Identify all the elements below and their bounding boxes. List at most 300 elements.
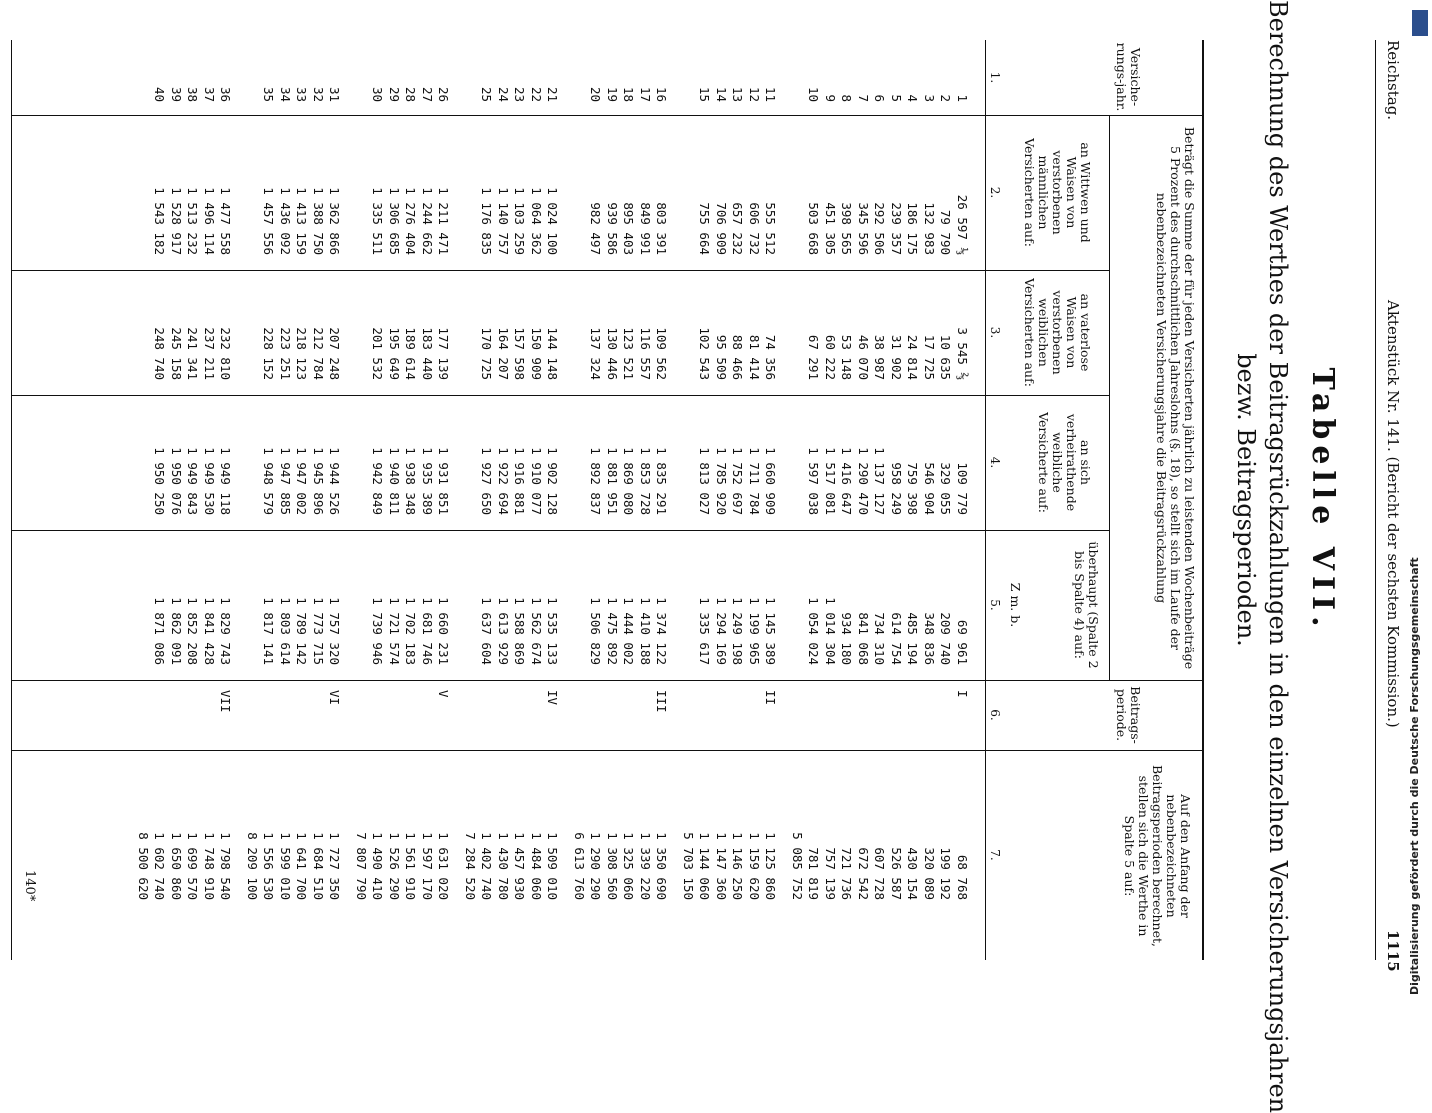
cell-col3: 228 152 [261, 327, 277, 380]
cell-col5: 1 335 617 [697, 597, 713, 665]
cell-year: 4 [905, 94, 921, 102]
cell-col4: 109 779 [955, 462, 970, 515]
digitization-note: Digitalisierung gefördert durch die Deutsche Forschungsgemeinschaft [1408, 557, 1421, 995]
cell-col3: 81 414 [747, 334, 762, 380]
cell-col4: 329 055 [938, 462, 954, 515]
cell-col3: 116 557 [638, 327, 653, 380]
table-row [855, 0, 872, 1000]
cell-col4: 546 904 [922, 462, 937, 515]
cell-col2: 1 436 092 [278, 187, 293, 255]
table-row [904, 0, 921, 1000]
table-row [277, 0, 294, 1000]
header-group: Beträgt die Summe der für jeden Versicherten jährlich zu leistenden Wochenbeiträge 5 Prozent des durchschnittlichen Jahreslohns (§. 18), so stellt sich im Laufe der nebenbezeichneten Versicherungsjahre die Beitragsrückzahlung [1154, 126, 1197, 670]
cell-col2: 1 276 404 [403, 187, 419, 255]
header-rule [1375, 40, 1376, 960]
cell-col4: 1 785 920 [714, 447, 729, 515]
cell-year: 39 [169, 86, 184, 102]
cell-col7: 1 290 290 [588, 832, 604, 900]
cell-col7-sum: 8 500 620 [136, 832, 151, 900]
table-row [954, 0, 971, 1000]
cell-col2: 606 732 [747, 202, 762, 255]
cell-year: 36 [218, 86, 234, 102]
cell-year: 11 [763, 86, 779, 102]
cell-col7: 1 457 930 [512, 832, 528, 900]
cell-col5: 1 829 743 [218, 597, 234, 665]
cell-col2: 803 391 [654, 202, 670, 255]
table-row [620, 0, 637, 1000]
cell-year: 32 [311, 86, 326, 102]
cell-col3: 46 070 [856, 334, 871, 380]
cell-col4: 1 853 728 [638, 447, 653, 515]
cell-col4: 1 935 389 [420, 447, 435, 515]
cell-col2: 1 244 662 [420, 187, 435, 255]
cell-col5: 485 194 [905, 612, 921, 665]
cell-col5: 209 740 [938, 612, 954, 665]
cell-col5: 1 660 231 [436, 597, 452, 665]
header-left: Reichstag. [1384, 40, 1402, 121]
cell-col7: 526 587 [889, 847, 904, 900]
cell-col3: 241 341 [185, 327, 201, 380]
cell-col2: 1 457 556 [261, 187, 277, 255]
cell-col4: 1 950 076 [169, 447, 184, 515]
table-row [937, 0, 954, 1000]
cell-col2: 1 103 259 [512, 187, 528, 255]
cell-year: 31 [327, 86, 343, 102]
cell-col7: 1 350 690 [654, 832, 670, 900]
header-col6: Beitrags-periode. [1114, 686, 1143, 744]
header-col3: an vaterlose Waisen von verstorbenen weiblichen Versicherten auf: [1022, 278, 1093, 387]
table-row [310, 0, 327, 1000]
cell-col2: 79 790 [938, 209, 954, 255]
cell-year: 12 [747, 86, 762, 102]
header-col5: überhaupt (Spalte 2 bis Spalte 4) auf: [1072, 541, 1101, 669]
cell-col3: 207 248 [327, 327, 343, 380]
cell-col7: 781 819 [806, 847, 822, 900]
cell-col4: 1 835 291 [654, 447, 670, 515]
cell-year: 23 [512, 86, 528, 102]
cell-col5: 1 444 002 [621, 597, 637, 665]
colnum-2: 2. [988, 186, 1002, 199]
dfg-logo [1412, 10, 1428, 36]
cell-year: 14 [714, 86, 729, 102]
cell-col3: 232 810 [218, 327, 234, 380]
cell-col5: 1 637 604 [479, 597, 495, 665]
cell-col7: 1 402 740 [479, 832, 495, 900]
cell-col2: 1 024 100 [545, 187, 561, 255]
cell-col4: 1 660 909 [763, 447, 779, 515]
cell-col7: 1 490 410 [370, 832, 386, 900]
table-title: Tabelle VII. [1305, 367, 1340, 633]
cell-col4: 1 892 837 [588, 447, 604, 515]
table-row [604, 0, 621, 1000]
table-row [478, 0, 495, 1000]
table-row [511, 0, 528, 1000]
cell-col2: 1 388 750 [311, 187, 326, 255]
cell-col2: 292 506 [872, 202, 888, 255]
cell-col4: 1 137 127 [872, 447, 888, 515]
cell-col3: 53 148 [839, 334, 855, 380]
sum-row [789, 0, 806, 1000]
table-subtitle-2: bezw. Beitragsperioden. [1232, 353, 1260, 647]
cell-col4: 1 944 526 [327, 447, 343, 515]
sum-row [680, 0, 697, 1000]
cell-col4: 1 931 851 [436, 447, 452, 515]
cell-col7: 1 599 010 [278, 832, 293, 900]
cell-col7: 1 602 740 [152, 832, 168, 900]
cell-col3: 201 532 [370, 327, 386, 380]
table-row [637, 0, 654, 1000]
cell-col5: 1 757 320 [327, 597, 343, 665]
cell-col2: 1 477 558 [218, 187, 234, 255]
cell-col2: 132 983 [922, 202, 937, 255]
cell-col4: 1 752 697 [730, 447, 746, 515]
cell-col4: 1 938 348 [403, 447, 419, 515]
cell-year: 29 [387, 86, 402, 102]
table-row [587, 0, 604, 1000]
table-bottom-rule [11, 40, 12, 960]
header-col7: Auf den Anfang der nebenbezeichneten Beitragsperioden berechnet, stellen sich die Werthe in Spalte 5 auf: [1122, 764, 1193, 948]
cell-col3: 150 909 [529, 327, 544, 380]
cell-col7: 672 542 [856, 847, 871, 900]
table-row [729, 0, 746, 1000]
footnote: 140* [22, 870, 37, 902]
cell-col5: 1 702 183 [403, 597, 419, 665]
cell-col7: 1 144 060 [697, 832, 713, 900]
table-row [293, 0, 310, 1000]
cell-col3: 31 902 [889, 334, 904, 380]
cell-col3: 88 466 [730, 334, 746, 380]
table-row [419, 0, 436, 1000]
page-number: 1115 [1384, 930, 1402, 972]
cell-year: 22 [529, 86, 544, 102]
cell-year: 21 [545, 86, 561, 102]
sum-row [353, 0, 370, 1000]
cell-col2: 451 305 [823, 202, 838, 255]
cell-year: 27 [420, 86, 435, 102]
cell-col7: 721 736 [839, 847, 855, 900]
table-row [326, 0, 343, 1000]
cell-col4: 1 711 784 [747, 447, 762, 515]
cell-col4: 1 945 896 [311, 447, 326, 515]
cell-col3: 218 123 [294, 327, 310, 380]
cell-col3: 24 814 [905, 334, 921, 380]
cell-col4: 1 949 118 [218, 447, 234, 515]
cell-col2: 1 064 362 [529, 187, 544, 255]
cell-col5: 1 374 122 [654, 597, 670, 665]
cell-year: 19 [605, 86, 620, 102]
table-row [822, 0, 839, 1000]
cell-col3: 109 562 [654, 327, 670, 380]
cell-col4: 1 813 027 [697, 447, 713, 515]
cell-col7: 1 147 360 [714, 832, 729, 900]
cell-col7: 1 484 060 [529, 832, 544, 900]
cell-col5: 1 506 829 [588, 597, 604, 665]
cell-col2: 1 496 114 [202, 187, 217, 255]
cell-col7: 1 125 860 [763, 832, 779, 900]
cell-year: 17 [638, 86, 653, 102]
cell-col7-sum: 6 613 760 [572, 832, 587, 900]
cell-col4: 1 940 811 [387, 447, 402, 515]
cell-year: 9 [823, 94, 838, 102]
cell-col7-sum: 5 085 752 [790, 832, 805, 900]
table-row [888, 0, 905, 1000]
cell-col5: 614 754 [889, 612, 904, 665]
cell-col2: 1 528 917 [169, 187, 184, 255]
cell-year: 28 [403, 86, 419, 102]
cell-col5: 734 310 [872, 612, 888, 665]
cell-col7: 199 192 [938, 847, 954, 900]
colnum-6: 6. [988, 709, 1002, 721]
cell-col5: 1 613 929 [496, 597, 511, 665]
cell-col4: 1 947 885 [278, 447, 293, 515]
cell-col2: 706 909 [714, 202, 729, 255]
cell-col4: 1 902 128 [545, 447, 561, 515]
cell-period: IV [545, 690, 561, 706]
table-row [838, 0, 855, 1000]
cell-year: 2 [938, 94, 954, 102]
cell-col3: 144 148 [545, 327, 561, 380]
cell-col5: 1 803 614 [278, 597, 293, 665]
cell-col2: 1 140 757 [496, 187, 511, 255]
cell-col2: 555 512 [763, 202, 779, 255]
cell-col5: 1 475 892 [605, 597, 620, 665]
cell-col7: 1 526 290 [387, 832, 402, 900]
cell-col2: 657 232 [730, 202, 746, 255]
table-row [151, 0, 168, 1000]
cell-year: 24 [496, 86, 511, 102]
cell-col4: 958 249 [889, 462, 904, 515]
cell-year: 10 [806, 86, 822, 102]
cell-col5: 1 681 746 [420, 597, 435, 665]
cell-year: 13 [730, 86, 746, 102]
cell-col5: 1 014 304 [823, 597, 838, 665]
cell-col3: 245 158 [169, 327, 184, 380]
cell-year: 8 [839, 94, 855, 102]
cell-col4: 1 922 694 [496, 447, 511, 515]
cell-col2: 1 413 159 [294, 187, 310, 255]
cell-col3: 3 545 ⅔ [955, 327, 970, 380]
cell-col5: 841 068 [856, 612, 871, 665]
cell-col2: 849 991 [638, 202, 653, 255]
cell-col4: 1 948 579 [261, 447, 277, 515]
cell-col3: 67 291 [806, 334, 822, 380]
table-row [921, 0, 938, 1000]
cell-period: VII [218, 690, 234, 713]
cell-year: 30 [370, 86, 386, 102]
table-row [871, 0, 888, 1000]
table-row [184, 0, 201, 1000]
cell-col4: 1 517 081 [823, 447, 838, 515]
cell-year: 20 [588, 86, 604, 102]
cell-col3: 177 139 [436, 327, 452, 380]
cell-col5: 1 841 428 [202, 597, 217, 665]
header-col4: an sich verheirathende weibliche Versicherte auf: [1036, 412, 1093, 513]
cell-col4: 759 398 [905, 462, 921, 515]
cell-col4: 1 910 077 [529, 447, 544, 515]
cell-col7: 1 597 170 [420, 832, 435, 900]
cell-col2: 1 362 866 [327, 187, 343, 255]
cell-col3: 164 207 [496, 327, 511, 380]
table-row [528, 0, 545, 1000]
colnum-4: 4. [988, 456, 1002, 469]
sum-row [244, 0, 261, 1000]
cell-col7: 1 146 250 [730, 832, 746, 900]
sum-row [462, 0, 479, 1000]
cell-col5: 1 588 869 [512, 597, 528, 665]
cell-col7: 430 154 [905, 847, 921, 900]
table-row [386, 0, 403, 1000]
cell-year: 35 [261, 86, 277, 102]
cell-year: 7 [856, 94, 871, 102]
cell-col7: 1 699 570 [185, 832, 201, 900]
cell-col7: 757 139 [823, 847, 838, 900]
cell-col7: 1 339 220 [638, 832, 653, 900]
cell-col2: 895 403 [621, 202, 637, 255]
table-row [746, 0, 763, 1000]
cell-col5: 1 145 389 [763, 597, 779, 665]
column-number-rule [985, 40, 986, 960]
cell-col3: 223 251 [278, 327, 293, 380]
cell-col7: 1 798 540 [218, 832, 234, 900]
header-center: Aktenstück Nr. 141. (Bericht der sechsten Kommission.) [1384, 300, 1402, 728]
cell-col5: 1 852 208 [185, 597, 201, 665]
table-row [201, 0, 218, 1000]
cell-col7: 1 727 350 [327, 832, 343, 900]
cell-col3: 123 521 [621, 327, 637, 380]
cell-col3: 17 725 [922, 334, 937, 380]
cell-col7: 1 509 010 [545, 832, 561, 900]
cell-col7-sum: 7 807 790 [354, 832, 369, 900]
cell-col7: 607 728 [872, 847, 888, 900]
cell-col3: 157 598 [512, 327, 528, 380]
table-row [713, 0, 730, 1000]
cell-col3: 60 222 [823, 334, 838, 380]
colnum-7: 7. [988, 849, 1002, 861]
cell-col5: 1 562 674 [529, 597, 544, 665]
cell-year: 5 [889, 94, 904, 102]
header-year: Versiche-rungs-jahr. [1114, 42, 1143, 112]
cell-col7: 320 089 [922, 847, 937, 900]
table-top-rule [1202, 40, 1204, 960]
table-row [495, 0, 512, 1000]
cell-col2: 1 306 685 [387, 187, 402, 255]
cell-col3: 74 356 [763, 334, 779, 380]
cell-col4: 1 290 470 [856, 447, 871, 515]
cell-col4: 1 597 038 [806, 447, 822, 515]
cell-period: III [654, 690, 670, 713]
cell-col5: 934 180 [839, 612, 855, 665]
cell-col4: 1 927 650 [479, 447, 495, 515]
cell-year: 33 [294, 86, 310, 102]
cell-year: 3 [922, 94, 937, 102]
cell-year: 18 [621, 86, 637, 102]
table-row [260, 0, 277, 1000]
cell-col4: 1 942 849 [370, 447, 386, 515]
cell-col7: 68 768 [955, 854, 970, 900]
cell-col3: 130 446 [605, 327, 620, 380]
cell-col7: 1 641 700 [294, 832, 310, 900]
cell-year: 15 [697, 86, 713, 102]
cell-col7: 1 556 530 [261, 832, 277, 900]
table-row [805, 0, 822, 1000]
cell-year: 6 [872, 94, 888, 102]
cell-col3: 248 740 [152, 327, 168, 380]
cell-col3: 38 987 [872, 334, 888, 380]
cell-col4: 1 949 843 [185, 447, 201, 515]
cell-col3: 237 211 [202, 327, 217, 380]
colnum-3: 3. [988, 326, 1002, 339]
cell-col7: 1 631 020 [436, 832, 452, 900]
cell-col5: 1 249 198 [730, 597, 746, 665]
table-row [369, 0, 386, 1000]
cell-col3: 102 543 [697, 327, 713, 380]
cell-col3: 95 509 [714, 334, 729, 380]
cell-col5: 1 054 024 [806, 597, 822, 665]
sum-row [571, 0, 588, 1000]
cell-col2: 1 335 511 [370, 187, 386, 255]
table-row [402, 0, 419, 1000]
cell-col4: 1 881 951 [605, 447, 620, 515]
cell-col3: 137 324 [588, 327, 604, 380]
cell-col4: 1 950 250 [152, 447, 168, 515]
cell-col2: 26 597 ⅓ [955, 194, 970, 255]
cell-col4: 1 949 530 [202, 447, 217, 515]
cell-col3: 170 725 [479, 327, 495, 380]
sum-row [135, 0, 152, 1000]
cell-year: 37 [202, 86, 217, 102]
cell-col3: 10 635 [938, 334, 954, 380]
cell-col2: 186 175 [905, 202, 921, 255]
cell-period: I [955, 690, 970, 698]
cell-col7: 1 308 560 [605, 832, 620, 900]
cell-period: II [763, 690, 779, 706]
cell-col7: 1 561 910 [403, 832, 419, 900]
table-row [762, 0, 779, 1000]
cell-year: 16 [654, 86, 670, 102]
table-row [168, 0, 185, 1000]
header-col5-unit: Z m. b. [1008, 582, 1023, 628]
cell-col4: 1 416 647 [839, 447, 855, 515]
cell-col2: 1 513 232 [185, 187, 201, 255]
cell-col2: 1 176 835 [479, 187, 495, 255]
table-row [544, 0, 561, 1000]
cell-col5: 1 294 169 [714, 597, 729, 665]
cell-year: 1 [955, 94, 970, 102]
colnum-1: 1. [988, 71, 1002, 84]
cell-col2: 398 565 [839, 202, 855, 255]
cell-col5: 1 773 715 [311, 597, 326, 665]
table-row [435, 0, 452, 1000]
cell-year: 40 [152, 86, 168, 102]
group-header-rule [1109, 115, 1110, 680]
header-col2: an Wittwen und Waisen von verstorbenen männlichen Versicherten auf: [1022, 138, 1093, 247]
cell-col5: 1 535 133 [545, 597, 561, 665]
table-row [696, 0, 713, 1000]
table-subtitle-1: Berechnung des Werthes der Beitragsrückzahlungen in den einzelnen Versicherungsjahren [1264, 0, 1292, 1113]
cell-period: V [436, 690, 452, 698]
cell-col7-sum: 8 209 100 [245, 832, 260, 900]
cell-col5: 1 721 574 [387, 597, 402, 665]
table-row [217, 0, 234, 1000]
cell-col3: 195 649 [387, 327, 402, 380]
cell-col2: 939 586 [605, 202, 620, 255]
cell-col5: 1 862 091 [169, 597, 184, 665]
cell-col5: 1 410 188 [638, 597, 653, 665]
cell-col2: 755 664 [697, 202, 713, 255]
cell-col5: 348 836 [922, 612, 937, 665]
cell-col5: 1 817 141 [261, 597, 277, 665]
cell-col7: 1 748 910 [202, 832, 217, 900]
